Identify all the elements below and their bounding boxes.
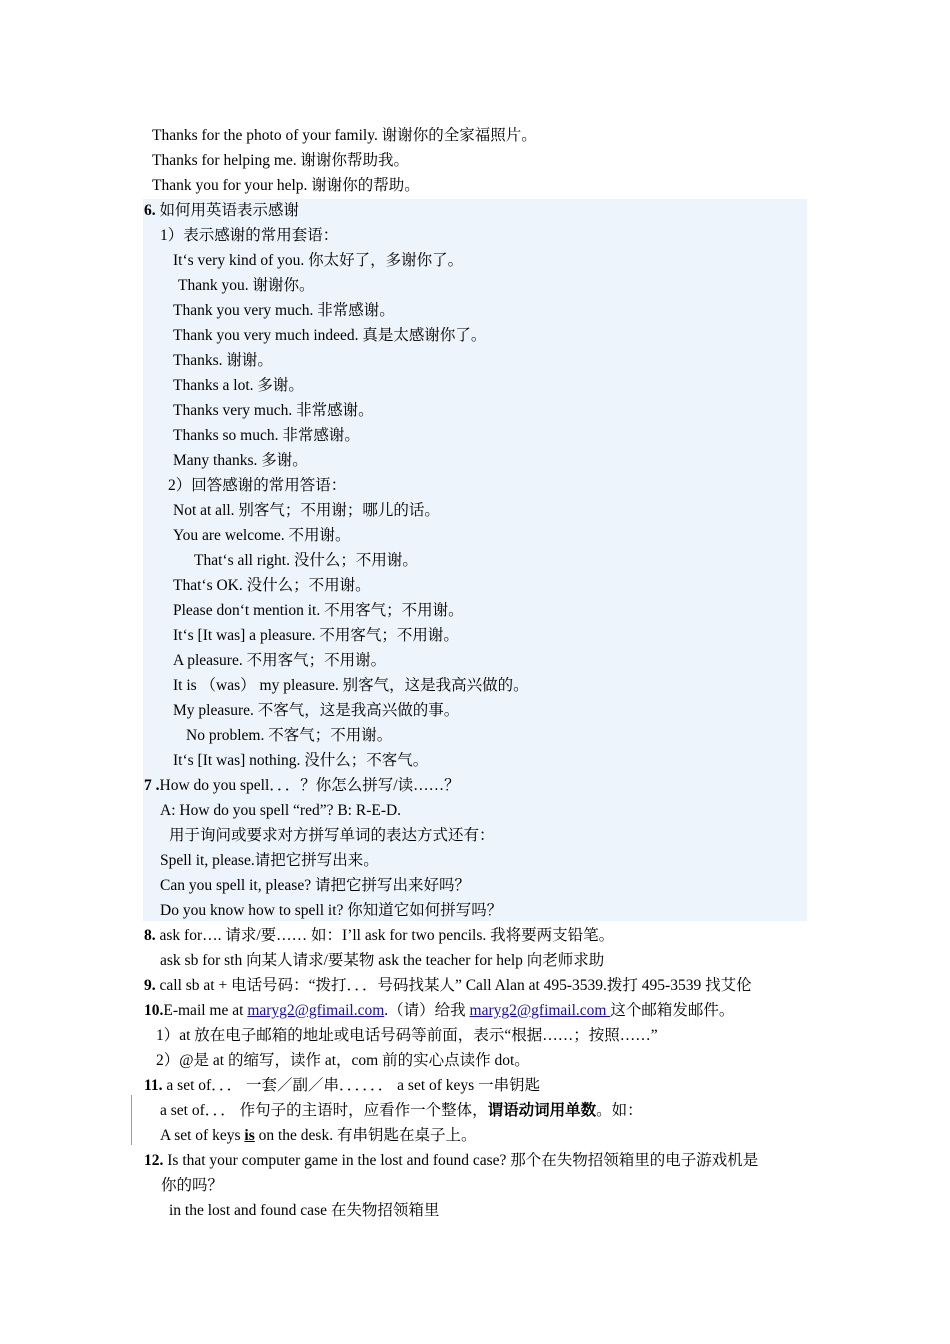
text-segment: 。如： [596, 1102, 643, 1119]
section-title: How do you spell．．．？你怎么拼写/读……？ [159, 777, 460, 794]
text-line: Thank you very much. 非常感谢。 [173, 302, 395, 319]
section-text: .（请）给我 [384, 1002, 470, 1019]
text-line: 你的吗？ [161, 1177, 224, 1194]
text-line: A pleasure. 不用客气；不用谢。 [173, 652, 387, 669]
text-line: 1）at 放在电子邮箱的地址或电话号码等前面，表示“根据……；按照……” [156, 1027, 658, 1044]
text-line: It‘s [It was] a pleasure. 不用客气；不用谢。 [173, 627, 459, 644]
text-line: My pleasure. 不客气，这是我高兴做的事。 [173, 702, 460, 719]
text-line: Many thanks. 多谢。 [173, 452, 308, 469]
section-heading-6 [144, 201, 299, 221]
text-segment: A set of keys [160, 1127, 245, 1144]
text-line: in the lost and found case 在失物招领箱里 [169, 1202, 440, 1219]
text-line: Thank you. 谢谢你。 [178, 277, 315, 294]
section-title: 如何用英语表示感谢 [159, 202, 300, 219]
text-segment: a set of．．． 作句子的主语时，应看作一个整体， [160, 1102, 488, 1119]
section-number: 7 . [144, 777, 160, 794]
text-line: Thanks. 谢谢。 [173, 352, 273, 369]
text-line [160, 1101, 643, 1121]
text-line: 2）@是 at 的缩写，读作 at，com 前的实心点读作 dot。 [156, 1052, 530, 1069]
sub-heading: 2）回答感谢的常用答语： [168, 477, 347, 494]
section-heading-8 [144, 926, 614, 946]
text-line: That‘s OK. 没什么；不用谢。 [173, 577, 371, 594]
text-line: Thank you for your help. 谢谢你的帮助。 [152, 177, 420, 194]
section-text: E-mail me at [163, 1002, 248, 1019]
text-line: ask sb for sth 向某人请求/要某物 ask the teacher for help 向老师求助 [160, 952, 605, 969]
text-line: 用于询问或要求对方拼写单词的表达方式还有： [169, 827, 495, 844]
text-line: Do you know how to spell it? 你知道它如何拼写吗？ [160, 902, 503, 919]
section-number: 11. [144, 1077, 163, 1094]
text-line: That‘s all right. 没什么；不用谢。 [194, 552, 418, 569]
text-line: It is （was） my pleasure. 别客气，这是我高兴做的。 [173, 677, 529, 694]
text-line: It‘s very kind of you. 你太好了，多谢你了。 [173, 252, 464, 269]
section-heading-9 [144, 976, 752, 996]
email-link[interactable]: maryg2@gfimail.com [469, 1002, 611, 1019]
section-heading-10 [144, 1001, 734, 1021]
section-number: 8. [144, 927, 156, 944]
section-number: 12. [144, 1152, 164, 1169]
text-segment: on the desk. 有串钥匙在桌子上。 [254, 1127, 477, 1144]
text-line: Thank you very much indeed. 真是太感谢你了。 [173, 327, 487, 344]
section-heading-12 [144, 1151, 758, 1171]
text-line: Thanks a lot. 多谢。 [173, 377, 304, 394]
text-line: It‘s [It was] nothing. 没什么；不客气。 [173, 752, 429, 769]
text-line: Can you spell it, please? 请把它拼写出来好吗？ [160, 877, 470, 894]
section-number: 6. [144, 202, 156, 219]
section-text: 这个邮箱发邮件。 [610, 1002, 735, 1019]
section-number: 10. [144, 1002, 164, 1019]
text-line: Thanks for helping me. 谢谢你帮助我。 [152, 152, 410, 169]
text-line: A: How do you spell “red”? B: R-E-D. [160, 802, 402, 819]
bold-text: 谓语动词用单数 [487, 1102, 597, 1119]
text-line: Please don‘t mention it. 不用客气；不用谢。 [173, 602, 464, 619]
section-text: Is that your computer game in the lost and found case? 那个在失物招领箱里的电子游戏机是 [163, 1152, 759, 1169]
section-number: 9. [144, 977, 156, 994]
text-line: No problem. 不客气；不用谢。 [186, 727, 393, 744]
section-text: a set of．．． 一套／副／串．．．．．． a set of keys 一串钥匙 [162, 1077, 541, 1094]
section-text: ask for…. 请求/要…… 如：I’ll ask for two pencils. 我将要两支铅笔。 [155, 927, 615, 944]
underlined-verb: is [244, 1127, 255, 1144]
text-line: Thanks for the photo of your family. 谢谢你的全家福照片。 [152, 127, 537, 144]
sub-heading: 1）表示感谢的常用套语： [160, 227, 339, 244]
text-line: Not at all. 别客气；不用谢；哪儿的话。 [173, 502, 440, 519]
section-text: call sb at + 电话号码：“拨打．．．号码找某人” Call Alan at 495-3539.拨打 495-3539 找艾伦 [155, 977, 752, 994]
text-line: Thanks very much. 非常感谢。 [173, 402, 374, 419]
text-line [160, 1126, 476, 1146]
change-bar [131, 1095, 132, 1145]
section-heading-11 [144, 1076, 540, 1096]
text-line: You are welcome. 不用谢。 [173, 527, 351, 544]
text-line: Thanks so much. 非常感谢。 [173, 427, 360, 444]
section-heading-7 [144, 776, 460, 796]
text-line: Spell it, please.请把它拼写出来。 [160, 852, 379, 869]
email-link[interactable]: maryg2@gfimail.com [247, 1002, 385, 1019]
